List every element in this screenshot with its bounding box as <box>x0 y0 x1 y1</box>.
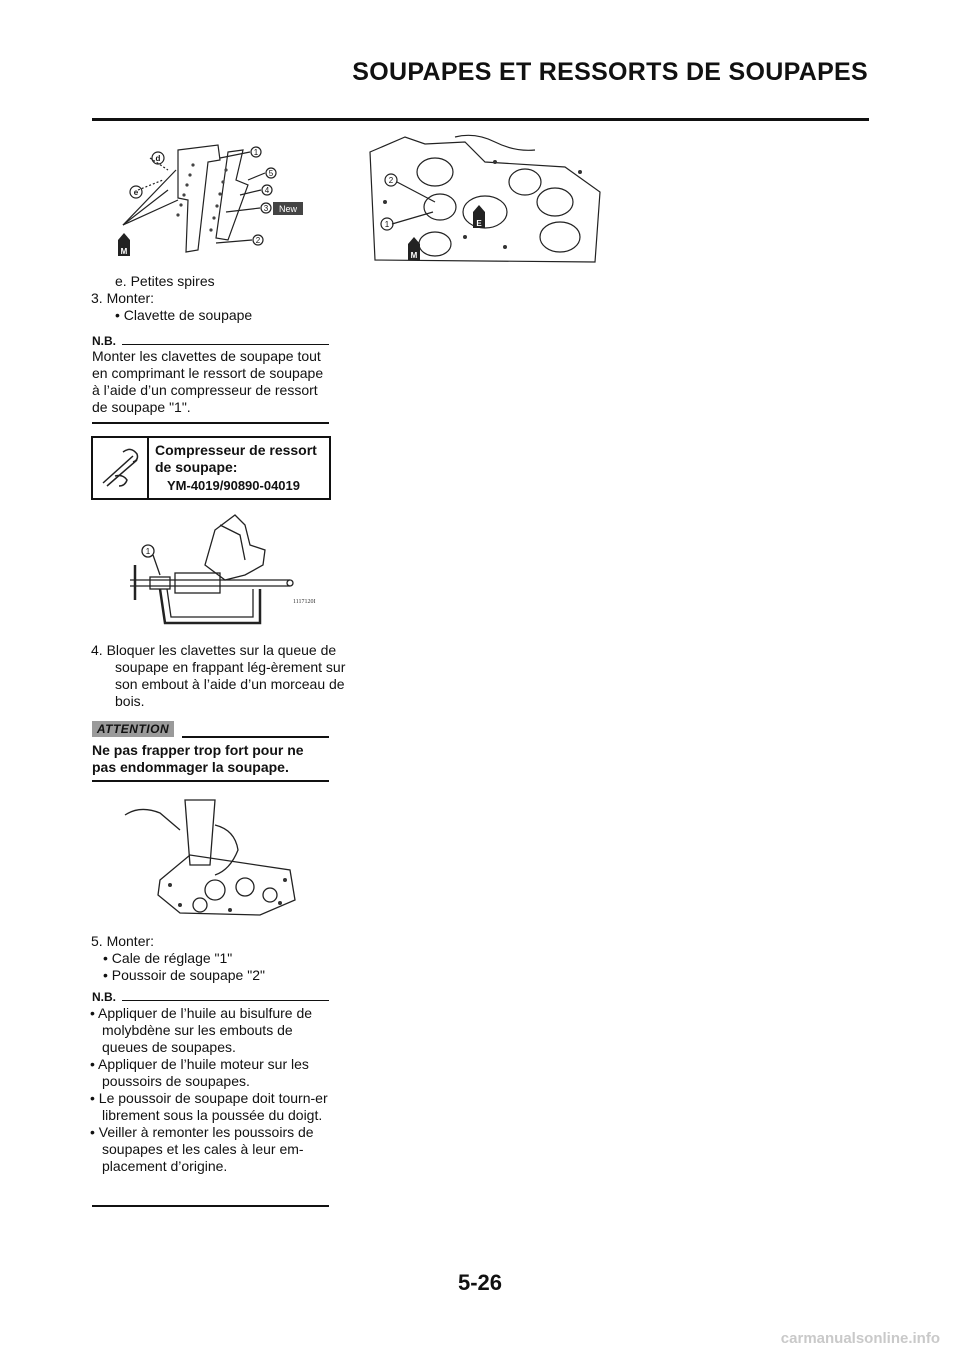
hand-shape <box>215 825 238 875</box>
nb2-line <box>122 1000 329 1001</box>
tappet-bore <box>419 232 451 256</box>
label-4: 4 <box>264 186 270 195</box>
label-3: 3 <box>263 204 269 213</box>
compressor-body <box>175 573 220 593</box>
compressor-nut <box>150 577 170 589</box>
leader-line <box>123 170 176 225</box>
c-clamp <box>160 589 260 623</box>
hammer-valve-figure <box>120 795 320 925</box>
step5-bullet1: • Cale de réglage "1" <box>103 950 233 966</box>
oil-can-label-e: E <box>476 219 482 228</box>
nb1-end-rule <box>92 422 329 424</box>
label-2: 2 <box>388 176 394 185</box>
step3-text: 3. Monter: <box>91 290 155 306</box>
label-5: 5 <box>268 169 274 178</box>
leader-line <box>153 555 160 575</box>
tool-icon <box>93 438 147 498</box>
hand-shape <box>125 809 180 830</box>
tool-name: Compresseur de ressort de soupape: <box>155 442 317 475</box>
tappet-bore <box>424 194 456 220</box>
leader-line <box>226 208 260 212</box>
attention-end-rule <box>92 780 329 782</box>
valve-stem-shape <box>178 145 220 252</box>
nb1-text: Monter les clavettes de soupape tout en comprimant le ressort de soupape à l’aide d’un compresseur de ressort de soupape "1". <box>92 348 324 415</box>
nb2-header <box>92 990 329 1006</box>
new-badge-text: New <box>278 204 298 214</box>
tappet-bore <box>537 188 573 216</box>
page-title: SOUPAPES ET RESSORTS DE SOUPAPES <box>352 58 868 86</box>
tool-code: YM-4019/90890-04019 <box>167 478 300 493</box>
attention-line <box>182 736 329 738</box>
title-rule <box>92 118 869 121</box>
valve-seat <box>263 888 277 902</box>
cylinder-head-shape <box>205 515 265 580</box>
item-e-text: e. Petites spires <box>115 273 215 289</box>
label-1: 1 <box>253 148 259 157</box>
clamp-end <box>287 580 293 586</box>
nb2-item: • Appliquer de l’huile moteur sur les poussoirs de soupapes. <box>90 1056 309 1089</box>
leader-line <box>138 180 163 190</box>
tappet-bore <box>509 169 541 195</box>
valve-seat <box>236 878 254 896</box>
oil-can-label-m: M <box>410 251 418 260</box>
leader-line <box>248 173 265 180</box>
attention-badge: ATTENTION <box>92 721 174 737</box>
attention-header <box>92 721 329 739</box>
valve-seat <box>205 880 225 900</box>
attention-text: Ne pas frapper trop fort pour ne pas endommager la soupape. <box>92 742 304 775</box>
valve-seat <box>193 898 207 912</box>
tappet-bore <box>417 158 453 186</box>
tool-icon-cell <box>93 438 149 498</box>
valve-spring-diagram <box>108 140 318 260</box>
cylinder-head-outline <box>370 137 600 262</box>
hand-shape <box>455 135 535 150</box>
label-1: 1 <box>145 547 151 556</box>
step5-bullet2: • Poussoir de soupape "2" <box>103 967 265 983</box>
valve-shape <box>220 525 245 560</box>
oil-can-label: M <box>120 247 128 256</box>
leader-line <box>220 152 250 158</box>
special-tool-box <box>91 436 331 500</box>
nb-line <box>122 344 329 345</box>
label-e: e <box>133 188 139 197</box>
shim-tappet-figure <box>365 132 605 267</box>
leader-line <box>240 190 261 195</box>
page-number: 5-26 <box>457 1270 503 1295</box>
step5-text: 5. Monter: <box>91 933 155 949</box>
nb2-list <box>90 1005 330 1175</box>
step3-bullet: • Clavette de soupape <box>115 307 253 323</box>
leader-line <box>216 240 252 243</box>
footer-watermark: carmanualsonline.info <box>780 1330 940 1347</box>
nb-label: N.B. <box>92 334 120 348</box>
step4-text: 4. Bloquer les clavettes sur la queue de soupape en frappant lég-èrement sur son embout à l’aide d’un morceau de bois. <box>91 642 346 709</box>
tappet-bore <box>540 222 580 252</box>
figure-code: 1117120I <box>293 599 316 605</box>
label-1: 1 <box>384 220 390 229</box>
spring-compressor-figure <box>125 505 325 630</box>
nb2-end-rule <box>92 1205 329 1207</box>
label-2: 2 <box>255 236 261 245</box>
nb2-item: • Appliquer de l’huile au bisulfure de molybdène sur les embouts de queues de soupapes. <box>90 1005 313 1055</box>
nb2-item: • Le poussoir de soupape doit tourn-er librement sous la poussée du doigt. <box>90 1090 328 1123</box>
label-d: d <box>155 154 161 163</box>
nb2-item: • Veiller à remonter les poussoirs de soupapes et les cales à leur em-placement d’origine. <box>90 1124 314 1174</box>
leader-line <box>392 212 433 224</box>
nb2-label: N.B. <box>92 990 120 1004</box>
